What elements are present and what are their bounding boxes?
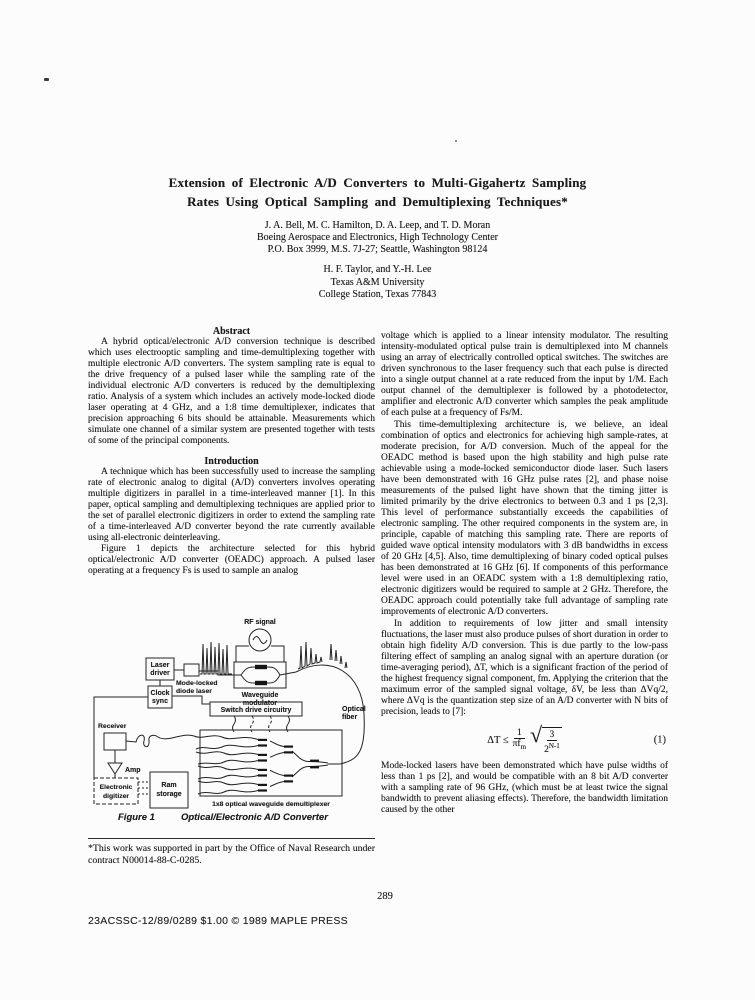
equation-1 [381,722,668,756]
coupler [258,774,267,776]
copyright-footer: 23ACSSC-12/89/0289 $1.00 © 1989 MAPLE PRESS [88,915,348,927]
body-paragraph-3: In addition to requirements of low jitter and small intensity fluctuations, the laser must also produce pulses of short duration in order to obtain high fidelity A/D conversion. This is due partly to the low-pass filtering effect of sampling an analog signal with an aperture duration (or time-averaging period), ΔT, which is a significant fraction of the period of the highest frequency signal component, fm. Applying the criterion that the maximum error of the sampled signal voltage, δV, be less than ΔVq/2, where ΔVq is the quantization step size of an A/D converter with N bits of precision, leads to [7]: [381,619,668,717]
laser-driver-label-1: Laser [150,662,170,669]
sine-wave-icon [253,637,267,644]
right-column [381,331,668,817]
author-block-tamu [0,264,755,302]
pulse-train-fiber [330,644,347,668]
fraction-numerator: 1 [514,728,525,739]
figure-1-diagram [84,614,378,812]
fraction-denominator-sub: m [520,743,527,752]
figure-caption-text: Optical/Electronic A/D Converter [180,812,328,823]
switch-drive-label: Switch drive circuitry [220,707,292,714]
page-number: 289 [377,891,393,902]
coupler [284,780,293,782]
coupler [284,751,293,753]
radical-numerator: 3 [547,730,558,741]
introduction-paragraph-2: Figure 1 depicts the architecture selected for this hybrid optical/electronic A/D converter (OEADC) approach. A pulsed laser operating at a frequency Fs is used to sample an analog [88,544,375,576]
coupler [258,789,267,791]
demux-output [198,790,258,794]
demux-output [198,766,258,770]
pulse-train-input [200,642,232,674]
receiver-label: Receiver [98,723,127,730]
body-paragraph-1: voltage which is applied to a linear intensity modulator. The resulting intensity-modulated optical pulse train is demultiplexed into M channels using an array of electrically controlled optical switches. The switches are driven synchronous to the laser frequency such that each pulse is directed into a single output channel at a rate reduced from the input by 1/M. Each output channel of the demultiplexer is followed by a photodetector, amplifier and electronic A/D converter which samples the peak amplitude of each pulse at a frequency of Fs/M. [381,331,668,418]
amplifier-icon [108,763,122,774]
figure-caption-label: Figure 1 [118,812,155,823]
optical-fiber-label-2: fiber [342,714,358,721]
author-affiliation: Texas A&M University [330,276,425,288]
author-address: P.O. Box 3999, M.S. 7J-27; Seattle, Washington 98124 [267,244,488,255]
demux-stage2 [270,741,284,787]
demux-label: 1x8 optical waveguide demultiplexer [212,801,330,808]
demux-output [198,781,258,785]
mach-zehnder-arms [224,667,296,683]
author-names: H. F. Taylor, and Y.-H. Lee [323,264,432,275]
coupler [284,775,293,777]
wire [172,696,210,704]
ram-label-1: Ram [161,782,177,789]
demux-output [198,760,258,764]
coupler [258,744,267,746]
author-names: J. A. Bell, M. C. Hamilton, D. A. Leep, and T. D. Moran [264,220,491,231]
equation-lhs: ΔT ≤ [487,734,509,746]
author-block-boeing [0,220,755,256]
demux-output [198,775,258,779]
introduction-heading: Introduction [204,456,259,467]
rf-signal-label: RF signal [244,619,276,626]
abstract-heading: Abstract [212,326,251,337]
amp-label: Amp [125,767,141,774]
diode-laser-box [184,664,199,676]
mode-locked-label-2: diode laser [176,688,212,695]
electrode [255,665,267,669]
clock-label-1: Clock [150,690,170,697]
electronic-digitizer-box [94,778,138,804]
clock-bus-wire [94,697,148,778]
coupler [258,759,267,761]
title-block [0,173,755,302]
abstract-text: A hybrid optical/electronic A/D conversion technique is described which uses electrooptic sampling and time-demultiplexing together with multiple electronic A/D converters. The system sampling rate is equal to the drive frequency of a pulsed laser while the sampling rate of the individual electronic A/D converters is reduced by the demultiplexing ratio. Analysis of a system which includes an actively mode-locked diode laser operating at 4 GHz, and a 1:8 time demultiplexer, indicates that precision approaching 6 bits should be attainable. Measurements which simulate one channel of a similar system are presented together with tests of some of the principal components. [88,337,375,446]
introduction-paragraph-1: A technique which has been successfully used to increase the sampling rate of electronic analog to digital (A/D) converters involves operating multiple digitizers in parallel in a time-interleaved manner [1]. In this paper, optical sampling and demultiplexing techniques are applied prior to the set of parallel electronic digitizers in order to extend the sampling rate of a time-interleaved A/D converter beyond the rate currently available using all-electronic deinterleaving. [88,467,375,543]
ram-label-2: storage [156,791,182,798]
coupler [258,754,267,756]
coupler [258,769,267,771]
rf-feed-lines [236,646,284,662]
radical-sign: √ [530,722,543,747]
bus-dashes [138,782,150,794]
support-footnote: *This work was supported in part by the Office of Naval Research under contract N00014-88-C-0285. [88,838,375,867]
body-paragraph-2: This time-demultiplexing architecture is, we believe, an ideal combination of optics and electronics for achieving high sample-rates, at moderate precision, for A/D conversion. Much of the appeal for the OEADC method is based upon the high stability and high pulse rate achievable using a mode-locked semiconductor diode laser. Such lasers have been demonstrated with 16 GHz pulse rates [2], and phase noise measurements of the pulsed light have shown that the timing jitter is limited primarily by the drive electronics to between 0.3 and 1 ps [2,3]. This level of performance substantially exceeds the capabilities of electronic sampling. The other required components in the system are, in principle, capable of matching this sampling rate. There are reports of guided wave optical intensity modulators with 3 dB bandwidths in excess of 20 GHz [4,5]. Also, time demultiplexing of binary coded optical pulses has been demonstrated at 16 GHz [6]. If components of this performance level were used in an OEADC system with a 1:8 demultiplexing ratio, electronic digitizers would be required to sample at 2 GHz. Therefore, the OEADC approach could potentially take full advantage of sampling rate improvements of electronic A/D converters. [381,420,668,617]
coupler [310,766,319,768]
body-paragraph-4: Mode-locked lasers have been demonstrated which have pulse widths of less than 1 ps [2], and would be compatible with an 8 bit A/D converter with a sampling rate of 96 GHz, (which must be at least twice the signal bandwidth to prevent aliasing effects). Therefore, the bandwidth limitation caused by the other [381,761,668,816]
paper-title-line2: Rates Using Optical Sampling and Demultiplexing Techniques* [187,194,568,209]
demux-output [194,736,258,740]
demux-output [196,752,258,755]
radical-denominator-base: 2 [544,745,549,756]
demux-output [196,745,258,749]
mode-locked-label-1: Mode-locked [176,680,218,687]
optical-fiber-label-1: Optical [342,706,366,713]
receiver-box [104,733,126,750]
left-column [88,326,375,577]
demux-stage1 [292,751,340,777]
author-address: College Station, Texas 77843 [318,289,437,300]
electrode [255,681,267,685]
digitizer-label-1: Electronic [99,784,133,791]
digitizer-label-2: digitizer [102,793,130,800]
clock-label-2: sync [152,698,168,705]
scan-artifact [44,78,49,81]
waveguide-label-1: Waveguide [241,692,279,699]
equation-radical [530,722,562,756]
ram-storage-box [150,772,188,808]
scan-artifact [455,140,457,142]
fiber-coil [126,735,194,747]
coupler [258,739,267,741]
radical-denominator-exp: N-1 [548,742,560,750]
coupler [310,760,319,762]
author-affiliation: Boeing Aerospace and Electronics, High Technology Center [257,232,498,243]
equation-number: (1) [653,734,666,746]
laser-driver-label-2: driver [150,670,170,677]
equation-fraction [513,728,526,752]
fraction-denominator: πf [512,739,521,750]
paper-title-line1: Extension of Electronic A/D Converters to Multi-Gigahertz Sampling [168,175,587,190]
figure-caption [88,812,375,823]
coupler [284,746,293,748]
coupler [258,784,267,786]
waveguide-label-2: modulator [242,700,278,707]
